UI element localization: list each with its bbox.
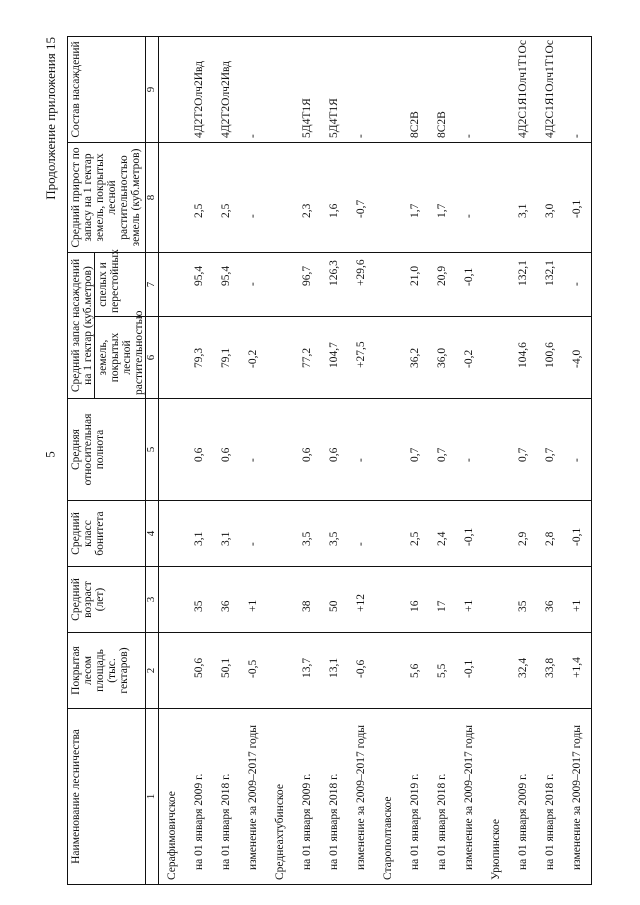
table-cell-empty <box>483 36 510 142</box>
table-cell-c5: - <box>348 399 375 501</box>
table-cell-empty <box>483 399 510 501</box>
table-cell-c8: 2,5 <box>186 142 213 252</box>
column-number: 6 <box>146 317 159 399</box>
forestry-name: Серафимовичское <box>159 709 187 885</box>
table-cell-c7: -0,1 <box>456 252 483 316</box>
table-cell-c9: 4Д2Т2Олч2Ивд <box>213 36 240 142</box>
table-cell-c6: 79,3 <box>186 317 213 399</box>
column-number: 3 <box>146 567 159 633</box>
table-cell-empty <box>267 399 294 501</box>
table-cell-c5: 0,7 <box>402 399 429 501</box>
table-cell-c8: 1,7 <box>429 142 456 252</box>
table-cell-empty <box>375 36 402 142</box>
table-row <box>510 36 537 884</box>
table-row <box>564 36 592 884</box>
row-label: на 01 января 2009 г. <box>510 709 537 885</box>
table-cell-empty <box>267 252 294 316</box>
row-label: на 01 января 2018 г. <box>537 709 564 885</box>
table-cell-empty <box>159 567 187 633</box>
table-cell-c4: 2,9 <box>510 501 537 567</box>
table-cell-empty <box>159 501 187 567</box>
table-cell-c8: 2,5 <box>213 142 240 252</box>
table-cell-c7: 132,1 <box>537 252 564 316</box>
table-cell-c3: 35 <box>186 567 213 633</box>
column-number-row <box>146 36 159 884</box>
table-cell-empty <box>375 317 402 399</box>
table-cell-empty <box>483 142 510 252</box>
header-forest-area: Покрытая лесом площадь (тыс. гектаров) <box>68 633 146 709</box>
table-cell-c9: - <box>240 36 267 142</box>
table-row <box>213 36 240 884</box>
continuation-caption: Продолжение приложения 15 <box>43 37 58 200</box>
table-cell-empty <box>159 36 187 142</box>
table-cell-c3: 38 <box>294 567 321 633</box>
table-body <box>159 36 592 884</box>
table-cell-c6: +27,5 <box>348 317 375 399</box>
row-label: на 01 января 2018 г. <box>213 709 240 885</box>
header-composition: Состав насаждений <box>68 36 146 142</box>
table-cell-empty <box>267 501 294 567</box>
header-stock-mature: спелых и перестойных <box>95 252 146 316</box>
table-cell-c6: -0,2 <box>240 317 267 399</box>
table-cell-c2: 5,6 <box>402 633 429 709</box>
row-label: изменение за 2009–2017 годы <box>348 709 375 885</box>
column-number: 7 <box>146 252 159 316</box>
table-cell-empty <box>375 501 402 567</box>
header-average-increment: Средний прирост по запасу на 1 гектар земель, покрытых лесной растительностью земель (куб.метров) <box>68 142 146 252</box>
table-cell-c9: 4Д2Т2Олч2Ивд <box>186 36 213 142</box>
header-average-stock: Средний запас насаждений на 1 гектар (куб.метров) <box>68 252 95 398</box>
table-cell-empty <box>159 252 187 316</box>
table-cell-c6: 36,0 <box>429 317 456 399</box>
table-cell-empty <box>483 633 510 709</box>
forestry-name: Старополтавское <box>375 709 402 885</box>
table-cell-empty <box>159 142 187 252</box>
table-cell-c3: 16 <box>402 567 429 633</box>
table-cell-c5: 0,6 <box>213 399 240 501</box>
table-cell-c6: 104,6 <box>510 317 537 399</box>
table-cell-c6: 79,1 <box>213 317 240 399</box>
table-cell-c9: 5Д4Т1Я <box>321 36 348 142</box>
table-cell-empty <box>159 399 187 501</box>
table-cell-c5: 0,7 <box>510 399 537 501</box>
table-cell-c5: - <box>564 399 592 501</box>
table-cell-c8: - <box>240 142 267 252</box>
table-cell-empty <box>483 501 510 567</box>
table-cell-c8: 1,7 <box>402 142 429 252</box>
column-number: 4 <box>146 501 159 567</box>
table-cell-c7: 95,4 <box>186 252 213 316</box>
table-cell-c7: - <box>240 252 267 316</box>
table-cell-c7: - <box>564 252 592 316</box>
table-cell-empty <box>483 252 510 316</box>
column-number: 8 <box>146 142 159 252</box>
table-cell-c9: 5Д4Т1Я <box>294 36 321 142</box>
table-row <box>348 36 375 884</box>
header-bonitet-class: Средний класс бонитета <box>68 501 146 567</box>
table-group-row <box>159 36 187 884</box>
table-cell-c8: 3,0 <box>537 142 564 252</box>
table-cell-c6: 77,2 <box>294 317 321 399</box>
table-group-row <box>267 36 294 884</box>
table-cell-c6: 36,2 <box>402 317 429 399</box>
table-cell-empty <box>483 317 510 399</box>
table-cell-c9: 4Д2С1Я1Олч1Т1Ос <box>510 36 537 142</box>
table-cell-c2: 13,1 <box>321 633 348 709</box>
table-cell-c4: 3,5 <box>294 501 321 567</box>
table-cell-c2: 33,8 <box>537 633 564 709</box>
table-cell-c6: -0,2 <box>456 317 483 399</box>
table-row <box>294 36 321 884</box>
table-cell-c2: 50,1 <box>213 633 240 709</box>
table-cell-c7: 21,0 <box>402 252 429 316</box>
table-cell-c7: 132,1 <box>510 252 537 316</box>
table-cell-c4: 2,4 <box>429 501 456 567</box>
table-cell-c3: +1 <box>456 567 483 633</box>
header-average-age: Средний возраст (лет) <box>68 567 146 633</box>
table-cell-c4: 3,1 <box>186 501 213 567</box>
table-cell-empty <box>159 317 187 399</box>
table-cell-c2: -0,1 <box>456 633 483 709</box>
row-label: на 01 января 2009 г. <box>294 709 321 885</box>
column-number: 5 <box>146 399 159 501</box>
table-row <box>537 36 564 884</box>
table-cell-empty <box>267 317 294 399</box>
row-label: на 01 января 2018 г. <box>321 709 348 885</box>
table-cell-c9: - <box>348 36 375 142</box>
table-cell-c3: 50 <box>321 567 348 633</box>
row-label: изменение за 2009–2017 годы <box>240 709 267 885</box>
row-label: на 01 января 2019 г. <box>402 709 429 885</box>
row-label: изменение за 2009–2017 годы <box>564 709 592 885</box>
table-cell-c2: -0,5 <box>240 633 267 709</box>
table-cell-c7: 96,7 <box>294 252 321 316</box>
table-cell-c3: 36 <box>213 567 240 633</box>
table-cell-empty <box>267 633 294 709</box>
table-cell-c9: - <box>564 36 592 142</box>
table-cell-c4: -0,1 <box>564 501 592 567</box>
table-cell-c5: 0,6 <box>186 399 213 501</box>
table-cell-c4: -0,1 <box>456 501 483 567</box>
table-cell-empty <box>375 252 402 316</box>
header-stock-forest-land: земель, покрытых лесной растительностью <box>95 317 146 399</box>
table-cell-c5: 0,6 <box>294 399 321 501</box>
header-forestry-name: Наименование лесничества <box>68 709 146 885</box>
table-cell-c5: - <box>456 399 483 501</box>
table-row <box>321 36 348 884</box>
table-cell-c3: 35 <box>510 567 537 633</box>
table-cell-c6: -4,0 <box>564 317 592 399</box>
table-cell-c3: +1 <box>564 567 592 633</box>
table-cell-c2: 32,4 <box>510 633 537 709</box>
table-cell-empty <box>267 567 294 633</box>
table-cell-c4: 2,5 <box>402 501 429 567</box>
table-cell-c8: -0,1 <box>564 142 592 252</box>
page-number: 5 <box>42 451 58 458</box>
table-cell-c2: -0,6 <box>348 633 375 709</box>
table-cell-c7: 95,4 <box>213 252 240 316</box>
table-cell-c2: +1,4 <box>564 633 592 709</box>
table-cell-empty <box>159 633 187 709</box>
table-cell-c4: - <box>240 501 267 567</box>
table-cell-c3: 36 <box>537 567 564 633</box>
table-cell-c3: 17 <box>429 567 456 633</box>
table-cell-c4: - <box>348 501 375 567</box>
row-label: изменение за 2009–2017 годы <box>456 709 483 885</box>
table-cell-c2: 50,6 <box>186 633 213 709</box>
column-number: 2 <box>146 633 159 709</box>
rotated-page-content <box>40 35 600 885</box>
table-cell-c8: 1,6 <box>321 142 348 252</box>
table-cell-c9: 8С2В <box>402 36 429 142</box>
column-number: 9 <box>146 36 159 142</box>
table-cell-c9: 4Д2С1Я1Олч1Т1Ос <box>537 36 564 142</box>
table-cell-empty <box>375 633 402 709</box>
table-cell-c8: -0,7 <box>348 142 375 252</box>
table-cell-c7: +29,6 <box>348 252 375 316</box>
table-cell-c5: 0,7 <box>537 399 564 501</box>
row-label: на 01 января 2018 г. <box>429 709 456 885</box>
forestry-name: Среднеахтубинское <box>267 709 294 885</box>
table-cell-empty <box>267 142 294 252</box>
table-cell-c7: 20,9 <box>429 252 456 316</box>
table-row <box>186 36 213 884</box>
column-number: 1 <box>146 709 159 885</box>
table-cell-c4: 3,5 <box>321 501 348 567</box>
table-cell-empty <box>267 36 294 142</box>
table-cell-c5: 0,7 <box>429 399 456 501</box>
table-cell-c7: 126,3 <box>321 252 348 316</box>
table-cell-c8: 3,1 <box>510 142 537 252</box>
forestry-table <box>67 36 592 885</box>
table-cell-c8: - <box>456 142 483 252</box>
table-row <box>456 36 483 884</box>
table-row <box>429 36 456 884</box>
table-row <box>402 36 429 884</box>
header-relative-density: Средняя относительная полнота <box>68 399 146 501</box>
table-cell-c4: 2,8 <box>537 501 564 567</box>
table-cell-c9: 8С2В <box>429 36 456 142</box>
table-cell-c8: 2,3 <box>294 142 321 252</box>
table-cell-c9: - <box>456 36 483 142</box>
table-group-row <box>375 36 402 884</box>
table-cell-empty <box>375 142 402 252</box>
table-cell-empty <box>375 567 402 633</box>
row-label: на 01 января 2009 г. <box>186 709 213 885</box>
table-cell-c5: - <box>240 399 267 501</box>
table-cell-c4: 3,1 <box>213 501 240 567</box>
table-row <box>240 36 267 884</box>
table-cell-c2: 13,7 <box>294 633 321 709</box>
table-cell-c6: 100,6 <box>537 317 564 399</box>
table-group-row <box>483 36 510 884</box>
table-cell-empty <box>375 399 402 501</box>
table-cell-c5: 0,6 <box>321 399 348 501</box>
table-cell-c2: 5,5 <box>429 633 456 709</box>
table-cell-c3: +1 <box>240 567 267 633</box>
table-cell-empty <box>483 567 510 633</box>
table-cell-c3: +12 <box>348 567 375 633</box>
forestry-name: Урюпинское <box>483 709 510 885</box>
table-cell-c6: 104,7 <box>321 317 348 399</box>
